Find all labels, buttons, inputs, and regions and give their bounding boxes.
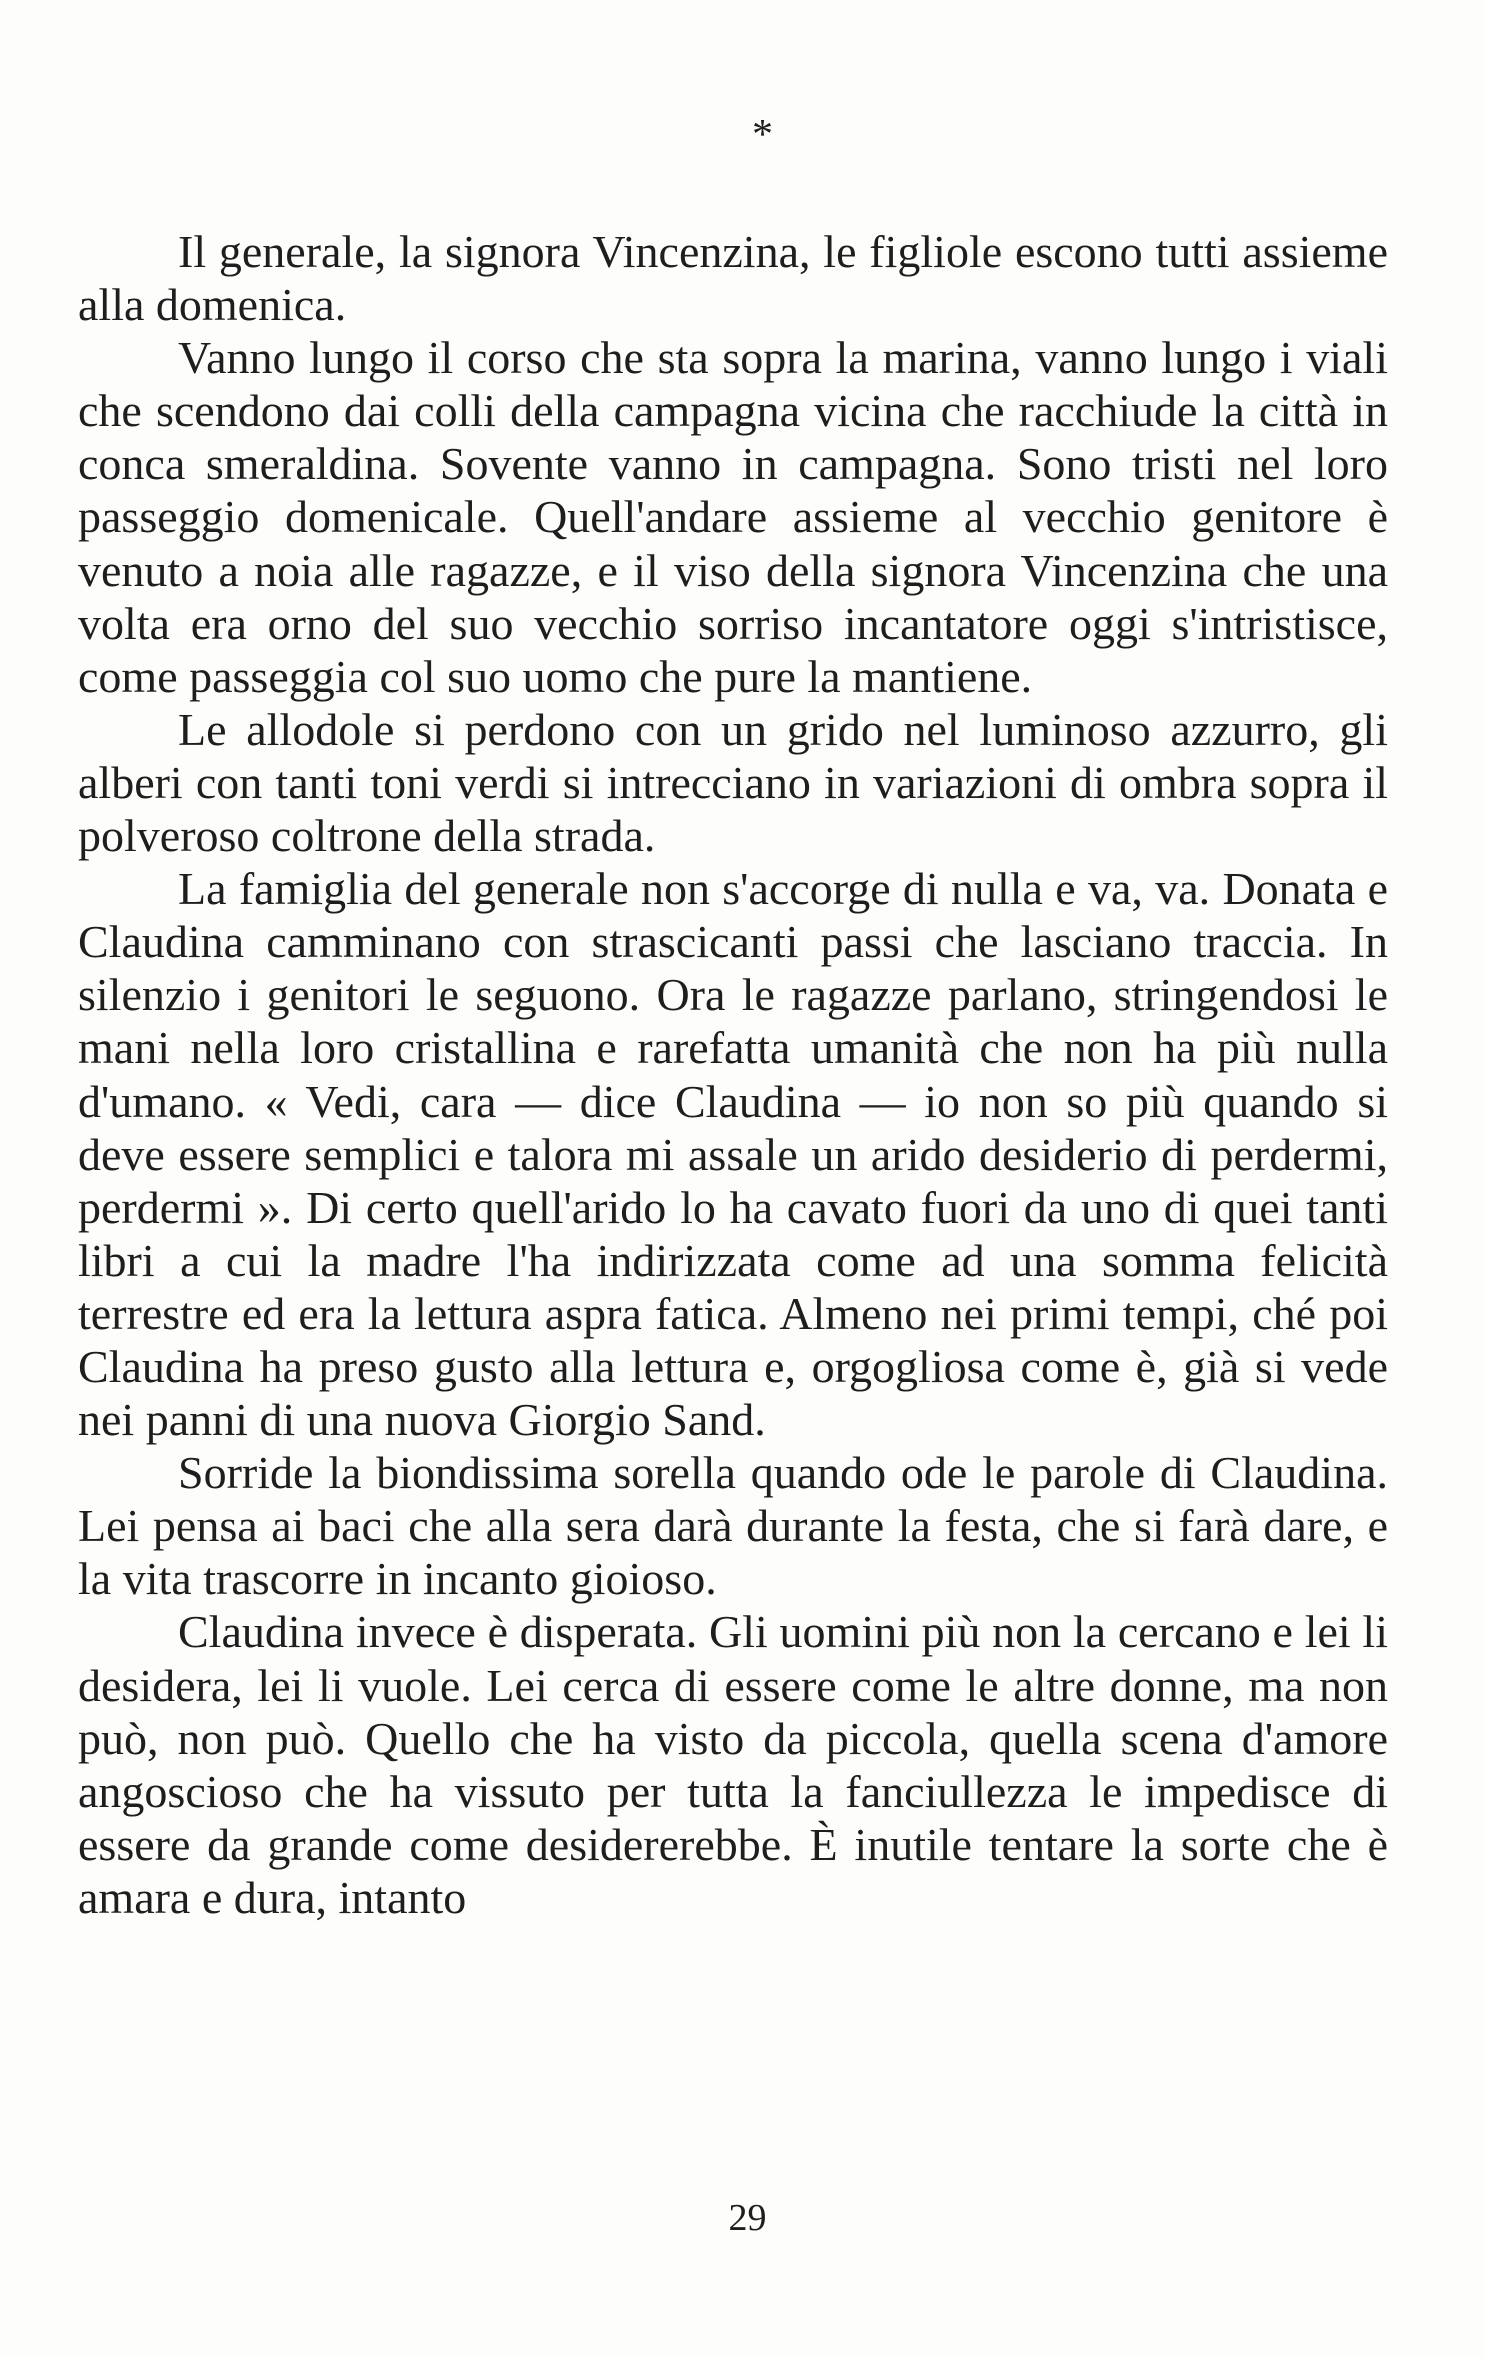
paragraph-1: Il generale, la signora Vincenzina, le figliole escono tutti assieme alla domenica. (78, 226, 1388, 331)
page-number-text: 29 (728, 2197, 767, 2239)
asterisk-glyph: * (752, 112, 773, 158)
body-text (78, 225, 1388, 1924)
page-number (0, 2195, 1485, 2241)
paragraph-2: Vanno lungo il corso che sta sopra la marina, vanno lungo i viali che scendono dai colli della campagna vicina che racchiude la città in conca smeraldina. Sovente vanno in campagna. Sono tristi nel loro passeggio domenicale. Quell'andare assieme al vecchio genitore è venuto a noia alle ragazze, e il viso della signora Vincenzina che una volta era orno del suo vecchio sorriso incantatore oggi s'intristisce, come passeggia col suo uomo che pure la mantiene. (78, 332, 1388, 702)
paragraph-4: La famiglia del generale non s'accorge di nulla e va, va. Donata e Claudina camminano con strascicanti passi che lasciano traccia. In silenzio i genitori le seguono. Ora le ragazze parlano, stringendosi le mani nella loro cristallina e rarefatta umanità che non ha più nulla d'umano. « Vedi, cara — dice Claudina — io non so più quando si deve essere semplici e talora mi assale un arido desiderio di perdermi, perdermi ». Di certo quell'arido lo ha cavato fuori da uno di quei tanti libri a cui la madre l'ha indirizzata come ad una somma felicità terrestre ed era la lettura aspra fatica. Almeno nei primi tempi, ché poi Claudina ha preso gusto alla lettura e, orgogliosa come è, già si vede nei panni di una nuova Giorgio Sand. (78, 863, 1388, 1446)
paragraph-6: Claudina invece è disperata. Gli uomini più non la cercano e lei li desidera, lei li vuole. Lei cerca di essere come le altre donne, ma non può, non può. Quello che ha visto da piccola, quella scena d'amore angoscioso che ha vissuto per tutta la fanciullezza le impedisce di essere da grande come desidererebbe. È inutile tentare la sorte che è amara e dura, intanto (78, 1606, 1388, 1923)
paragraph-5: Sorride la biondissima sorella quando ode le parole di Claudina. Lei pensa ai baci che alla sera darà durante la festa, che si farà dare, e la vita trascorre in incanto gioioso. (78, 1447, 1388, 1605)
section-marker (0, 110, 1485, 160)
paragraph-3: Le allodole si perdono con un grido nel luminoso azzurro, gli alberi con tanti toni verdi si intrecciano in variazioni di ombra sopra il polveroso coltrone della strada. (78, 703, 1388, 862)
